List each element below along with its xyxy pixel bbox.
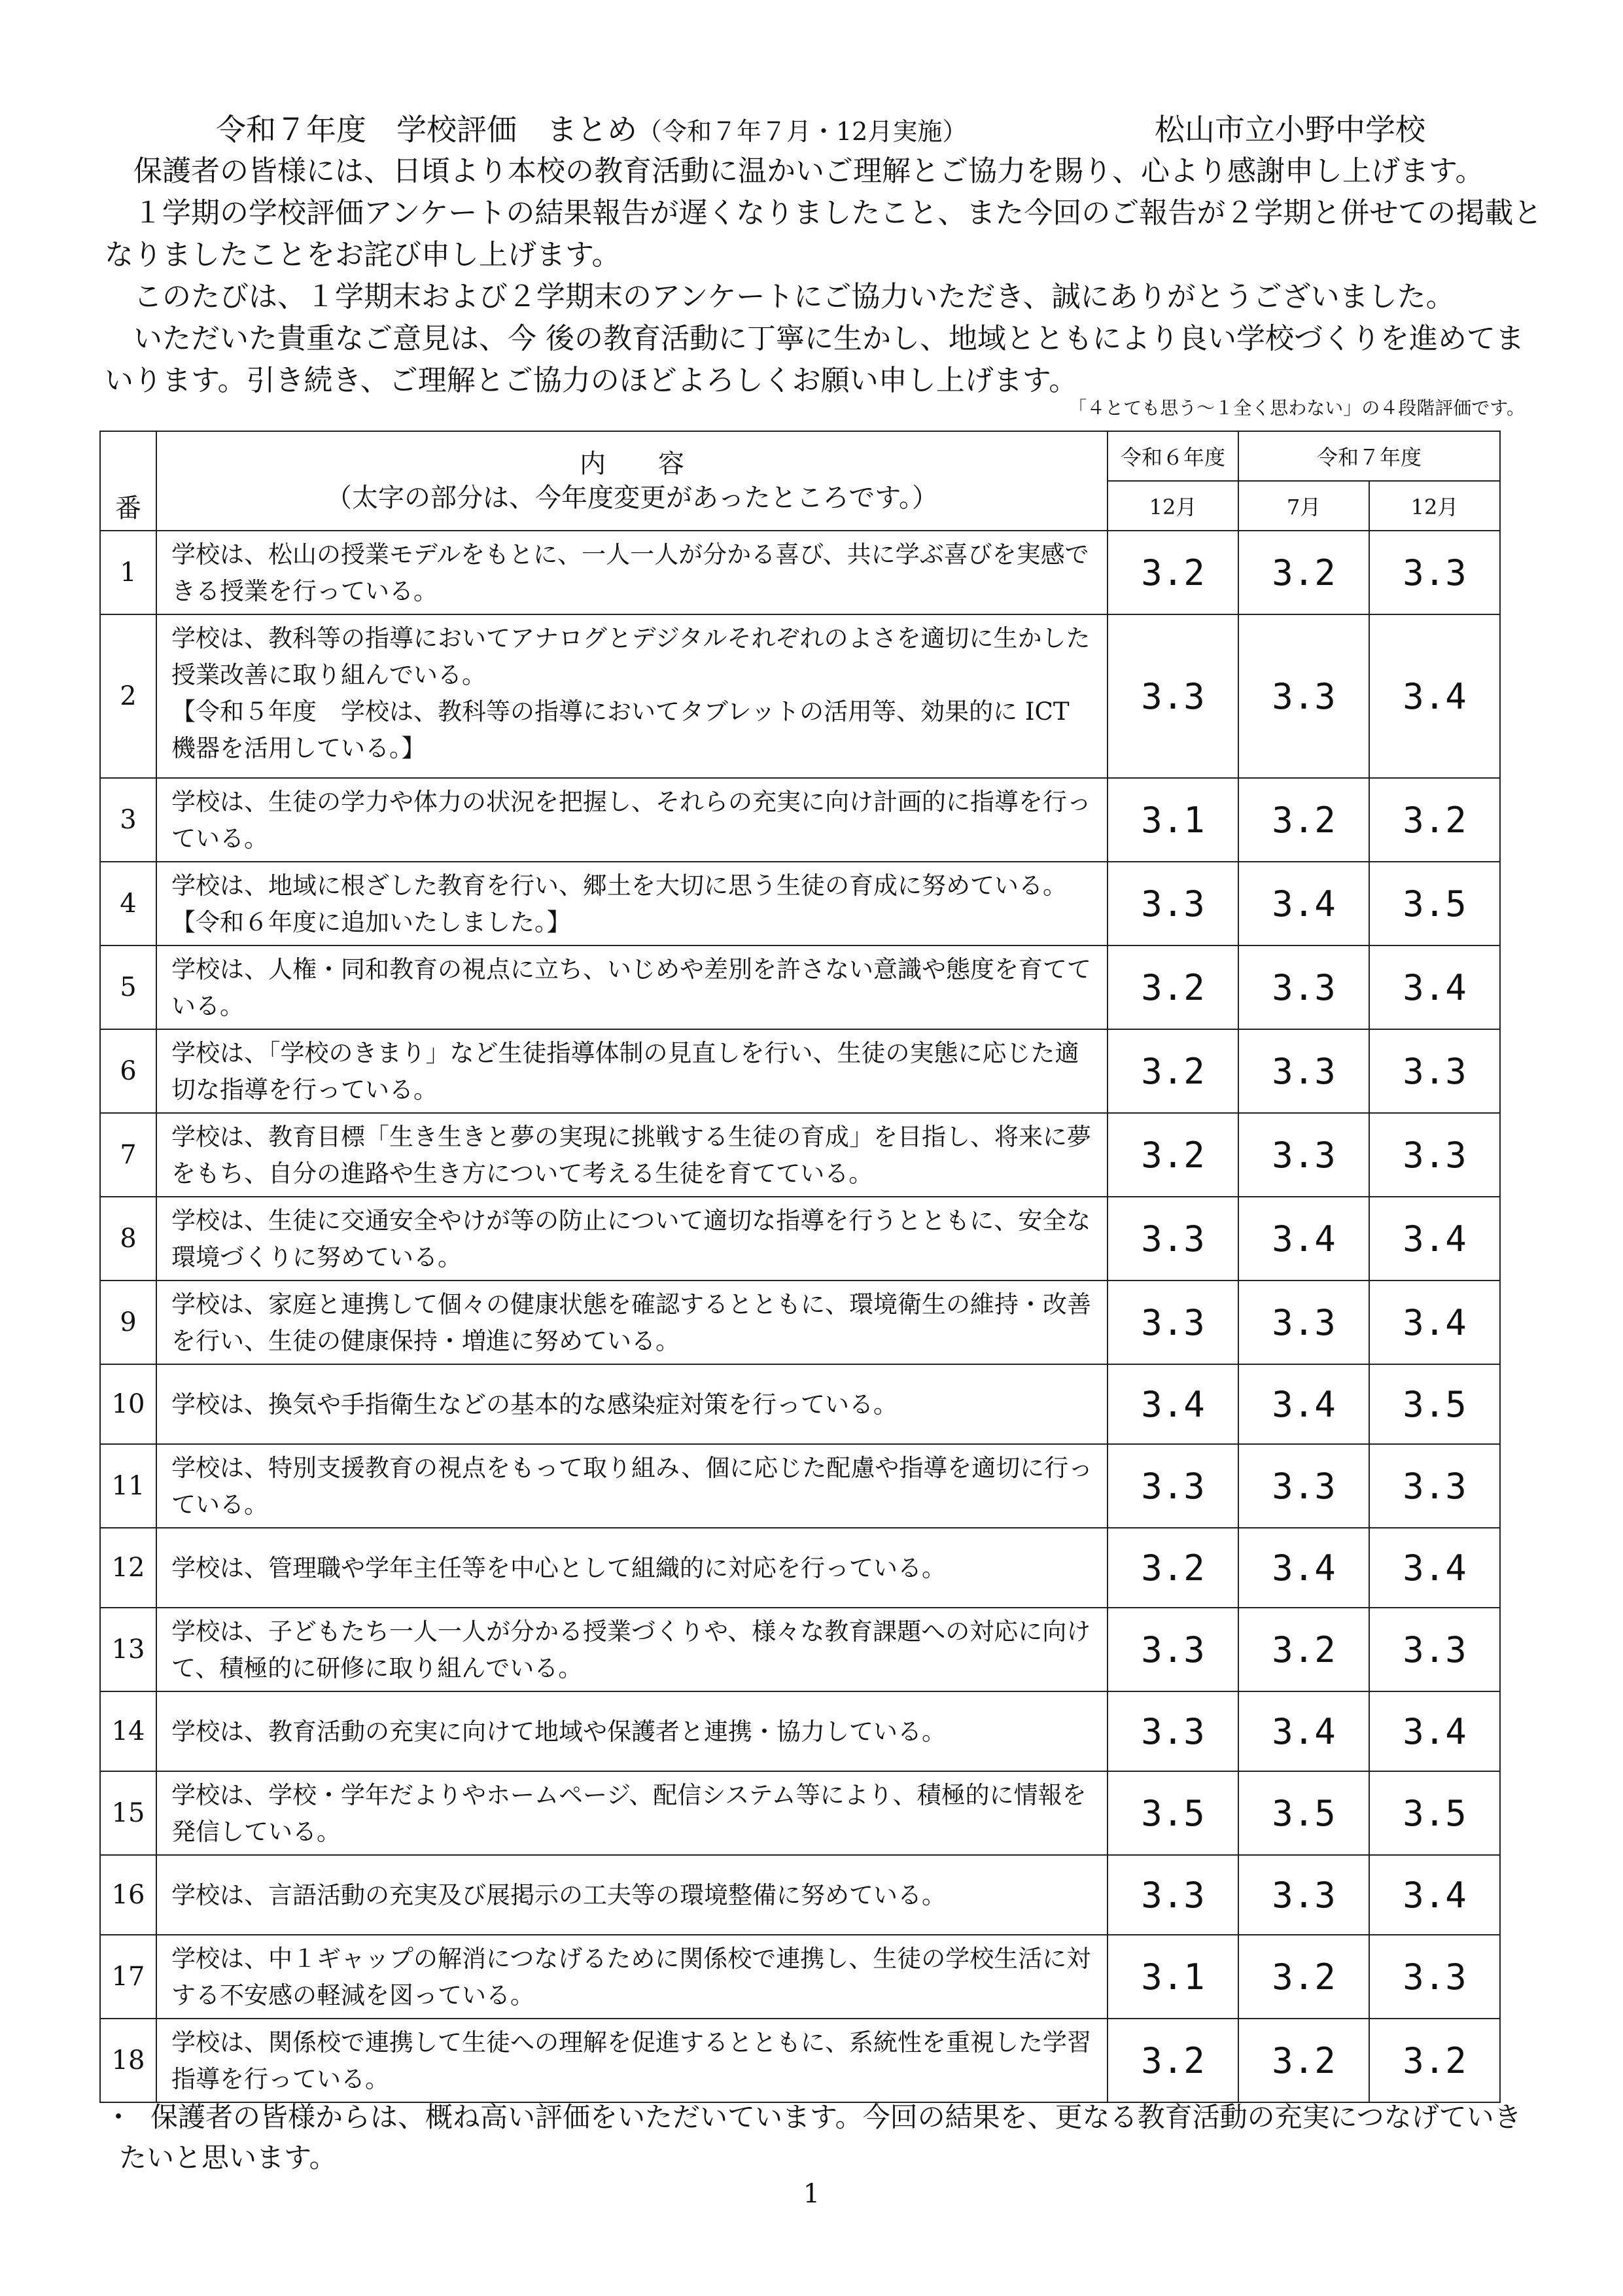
header-content-note: （太字の部分は、今年度変更があったところです。）: [326, 483, 938, 513]
score-r6-dec: 3.2: [1108, 531, 1238, 614]
item-text: 学校は、地域に根ざした教育を行い、郷土を大切に思う生徒の育成に努めている。: [171, 872, 1067, 900]
table-row: [100, 1771, 1500, 1855]
header-number: 番: [100, 431, 156, 531]
score-r7-dec: 3.5: [1369, 1364, 1500, 1444]
row-number: 6: [100, 1029, 156, 1113]
document-header: [216, 103, 1492, 156]
table-row: [100, 1528, 1500, 1608]
score-r7-dec: 3.3: [1369, 1029, 1500, 1113]
row-item: [156, 862, 1108, 945]
score-r7-jul: 3.3: [1238, 1113, 1369, 1197]
item-text: 学校は、管理職や学年主任等を中心として組織的に対応を行っている。: [171, 1554, 946, 1582]
score-r6-dec: 3.3: [1108, 1280, 1238, 1364]
row-item: [156, 1364, 1108, 1444]
table-row: [100, 2019, 1500, 2102]
row-item: [156, 945, 1108, 1029]
score-r6-dec: 3.5: [1108, 1771, 1238, 1855]
score-r7-dec: 3.2: [1369, 778, 1500, 862]
row-item: [156, 1855, 1108, 1935]
row-number: 3: [100, 778, 156, 862]
row-number: 7: [100, 1113, 156, 1197]
score-r6-dec: 3.3: [1108, 1608, 1238, 1691]
score-r6-dec: 3.3: [1108, 862, 1238, 945]
score-r7-dec: 3.4: [1369, 614, 1500, 778]
row-number: 14: [100, 1691, 156, 1771]
score-r7-dec: 3.4: [1369, 1280, 1500, 1364]
score-r7-dec: 3.4: [1369, 945, 1500, 1029]
header-r6: 令和６年度: [1108, 431, 1238, 481]
score-r7-jul: 3.3: [1238, 1280, 1369, 1364]
document-title: 令和７年度 学校評価 まとめ: [216, 112, 637, 147]
row-item: [156, 1444, 1108, 1528]
item-text: 学校は、特別支援教育の視点をもって取り組み、個に応じた配慮や指導を適切に行っている。: [171, 1454, 1093, 1519]
score-r7-jul: 3.3: [1238, 1029, 1369, 1113]
table-row: [100, 1935, 1500, 2019]
row-number: 17: [100, 1935, 156, 2019]
item-text: 学校は、教育目標「生き生きと夢の実現に挑戦する生徒の育成」を目指し、将来に夢をもち、自分の進路や生き方について考える生徒を育てている。: [171, 1123, 1091, 1188]
row-number: 13: [100, 1608, 156, 1691]
row-item: [156, 2019, 1108, 2102]
table-row: [100, 945, 1500, 1029]
table-row: [100, 531, 1500, 614]
score-r7-jul: 3.3: [1238, 1444, 1369, 1528]
header-r7-dec: 12月: [1369, 481, 1500, 531]
score-r7-dec: 3.4: [1369, 1691, 1500, 1771]
row-item: [156, 1280, 1108, 1364]
intro-paragraph: いただいた貴重なご意見は、今 後の教育活動に丁寧に生かし、地域とともにより良い学校づくりを進めてまいります。引き続き、ご理解とご協力のほどよろしくお願い申し上げます。: [105, 322, 1524, 397]
score-r7-dec: 3.3: [1369, 1444, 1500, 1528]
score-r7-dec: 3.5: [1369, 1771, 1500, 1855]
intro-paragraph: 保護者の皆様には、日頃より本校の教育活動に温かいご理解とご協力を賜り、心より感謝申し上げます。: [133, 154, 1484, 188]
score-r7-dec: 3.3: [1369, 1113, 1500, 1197]
score-r7-jul: 3.4: [1238, 1364, 1369, 1444]
table-row: [100, 1608, 1500, 1691]
row-number: 4: [100, 862, 156, 945]
row-item: [156, 614, 1108, 778]
item-text: 学校は、教育活動の充実に向けて地域や保護者と連携・協力している。: [171, 1718, 946, 1746]
row-number: 11: [100, 1444, 156, 1528]
item-text: 学校は、関係校で連携して生徒への理解を促進するとともに、系統性を重視した学習指導を行っている。: [171, 2028, 1091, 2093]
score-r7-jul: 3.4: [1238, 1528, 1369, 1608]
score-r7-jul: 3.2: [1238, 778, 1369, 862]
row-item: [156, 1197, 1108, 1280]
intro-text: [105, 150, 1544, 402]
row-number: 10: [100, 1364, 156, 1444]
row-number: 12: [100, 1528, 156, 1608]
row-item: [156, 1608, 1108, 1691]
row-item: [156, 1528, 1108, 1608]
score-r7-dec: 3.5: [1369, 862, 1500, 945]
score-r6-dec: 3.2: [1108, 1113, 1238, 1197]
score-r7-jul: 3.4: [1238, 1197, 1369, 1280]
row-number: 1: [100, 531, 156, 614]
summary-line: たいと思います。: [119, 2142, 337, 2174]
row-item: [156, 1935, 1108, 2019]
score-r7-dec: 3.3: [1369, 531, 1500, 614]
item-text: 学校は、言語活動の充実及び展掲示の工夫等の環境整備に努めている。: [171, 1881, 946, 1909]
score-r7-jul: 3.5: [1238, 1771, 1369, 1855]
summary-bullet: ・: [105, 2101, 133, 2133]
table-row: [100, 1029, 1500, 1113]
score-r7-jul: 3.4: [1238, 862, 1369, 945]
table-row: [100, 1364, 1500, 1444]
item-text: 学校は、生徒に交通安全やけが等の防止について適切な指導を行うとともに、安全な環境づくりに努めている。: [171, 1207, 1091, 1271]
rating-scale-note: 「４とても思う～１全く思わない」の４段階評価です。: [1068, 397, 1525, 419]
table-row: [100, 1113, 1500, 1197]
header-content-label: 内 容: [580, 449, 684, 479]
row-number: 2: [100, 614, 156, 778]
item-text: 学校は、学校・学年だよりやホームページ、配信システム等により、積極的に情報を発信している。: [171, 1781, 1087, 1846]
item-text: 学校は、中１ギャップの解消につなげるために関係校で連携し、生徒の学校生活に対する不安感の軽減を図っている。: [171, 1945, 1091, 2009]
row-number: 15: [100, 1771, 156, 1855]
score-r6-dec: 3.3: [1108, 1855, 1238, 1935]
score-r7-dec: 3.4: [1369, 1197, 1500, 1280]
item-text: 学校は、松山の授業モデルをもとに、一人一人が分かる喜び、共に学ぶ喜びを実感できる授業を行っている。: [171, 540, 1089, 605]
score-r7-jul: 3.3: [1238, 945, 1369, 1029]
score-r7-jul: 3.2: [1238, 531, 1369, 614]
score-r7-jul: 3.3: [1238, 1855, 1369, 1935]
score-r6-dec: 3.3: [1108, 1444, 1238, 1528]
header-content: [156, 431, 1108, 531]
table-row: [100, 1855, 1500, 1935]
score-r6-dec: 3.2: [1108, 2019, 1238, 2102]
summary-line: 保護者の皆様からは、概ね高い評価をいただいています。今回の結果を、更なる教育活動の充実につなげていき: [150, 2101, 1522, 2133]
school-name: 松山市立小野中学校: [1155, 112, 1425, 147]
table-row: [100, 778, 1500, 862]
item-note: 【令和６年度に追加いたしました。】: [171, 908, 571, 936]
score-r7-dec: 3.3: [1369, 1608, 1500, 1691]
score-r7-dec: 3.4: [1369, 1528, 1500, 1608]
score-r6-dec: 3.2: [1108, 945, 1238, 1029]
row-number: 16: [100, 1855, 156, 1935]
row-item: [156, 1113, 1108, 1197]
table-row: [100, 862, 1500, 945]
row-item: [156, 1691, 1108, 1771]
score-r7-jul: 3.2: [1238, 1608, 1369, 1691]
table-row: [100, 1280, 1500, 1364]
score-r7-dec: 3.3: [1369, 1935, 1500, 2019]
row-item: [156, 1771, 1108, 1855]
table-row: [100, 1444, 1500, 1528]
score-r6-dec: 3.3: [1108, 1197, 1238, 1280]
row-number: 18: [100, 2019, 156, 2102]
item-text: 学校は、子どもたち一人一人が分かる授業づくりや、様々な教育課題への対応に向けて、積極的に研修に取り組んでいる。: [171, 1617, 1091, 1682]
table-row: [100, 1197, 1500, 1280]
score-r7-jul: 3.2: [1238, 2019, 1369, 2102]
row-number: 8: [100, 1197, 156, 1280]
row-item: [156, 531, 1108, 614]
intro-paragraph: １学期の学校評価アンケートの結果報告が遅くなりましたこと、また今回のご報告が２学期と併せての掲載となりましたことをお詫び申し上げます。: [105, 196, 1543, 272]
score-r6-dec: 3.2: [1108, 1528, 1238, 1608]
row-item: [156, 778, 1108, 862]
score-r6-dec: 3.3: [1108, 614, 1238, 778]
survey-period: （令和７年７月・12月実施）: [637, 117, 968, 146]
score-r7-jul: 3.3: [1238, 614, 1369, 778]
score-r6-dec: 3.2: [1108, 1029, 1238, 1113]
row-number: 5: [100, 945, 156, 1029]
item-text: 学校は、換気や手指衛生などの基本的な感染症対策を行っている。: [171, 1390, 898, 1419]
score-r7-jul: 3.2: [1238, 1935, 1369, 2019]
item-text: 学校は、生徒の学力や体力の状況を把握し、それらの充実に向け計画的に指導を行っている。: [171, 788, 1091, 853]
row-number: 9: [100, 1280, 156, 1364]
score-r6-dec: 3.1: [1108, 1935, 1238, 2019]
score-r6-dec: 3.3: [1108, 1691, 1238, 1771]
item-text: 学校は、教科等の指導においてアナログとデジタルそれぞれのよさを適切に生かした授業改善に取り組んでいる。: [171, 624, 1091, 689]
page-number: 1: [803, 2179, 820, 2209]
item-note: 【令和５年度 学校は、教科等の指導においてタブレットの活用等、効果的に ICT 機器を活用している。】: [171, 698, 1070, 762]
intro-paragraph: このたびは、１学期末および２学期末のアンケートにご協力いただき、誠にありがとうございました。: [133, 280, 1455, 313]
header-r7-jul: 7月: [1238, 481, 1369, 531]
score-r7-jul: 3.4: [1238, 1691, 1369, 1771]
item-text: 学校は、「学校のきまり」など生徒指導体制の見直しを行い、生徒の実態に応じた適切な指導を行っている。: [171, 1039, 1079, 1104]
header-r7: 令和７年度: [1238, 431, 1500, 481]
table-row: [100, 1691, 1500, 1771]
summary-note: [105, 2097, 1544, 2178]
score-r7-dec: 3.2: [1369, 2019, 1500, 2102]
table-row: [100, 614, 1500, 778]
evaluation-table: [99, 431, 1501, 2103]
score-r7-dec: 3.4: [1369, 1855, 1500, 1935]
row-item: [156, 1029, 1108, 1113]
item-text: 学校は、家庭と連携して個々の健康状態を確認するとともに、環境衛生の維持・改善を行い、生徒の健康保持・増進に努めている。: [171, 1290, 1091, 1355]
item-text: 学校は、人権・同和教育の視点に立ち、いじめや差別を許さない意識や態度を育てている。: [171, 955, 1091, 1020]
table-header-row: [100, 431, 1500, 481]
score-r6-dec: 3.4: [1108, 1364, 1238, 1444]
header-r6-dec: 12月: [1108, 481, 1238, 531]
score-r6-dec: 3.1: [1108, 778, 1238, 862]
